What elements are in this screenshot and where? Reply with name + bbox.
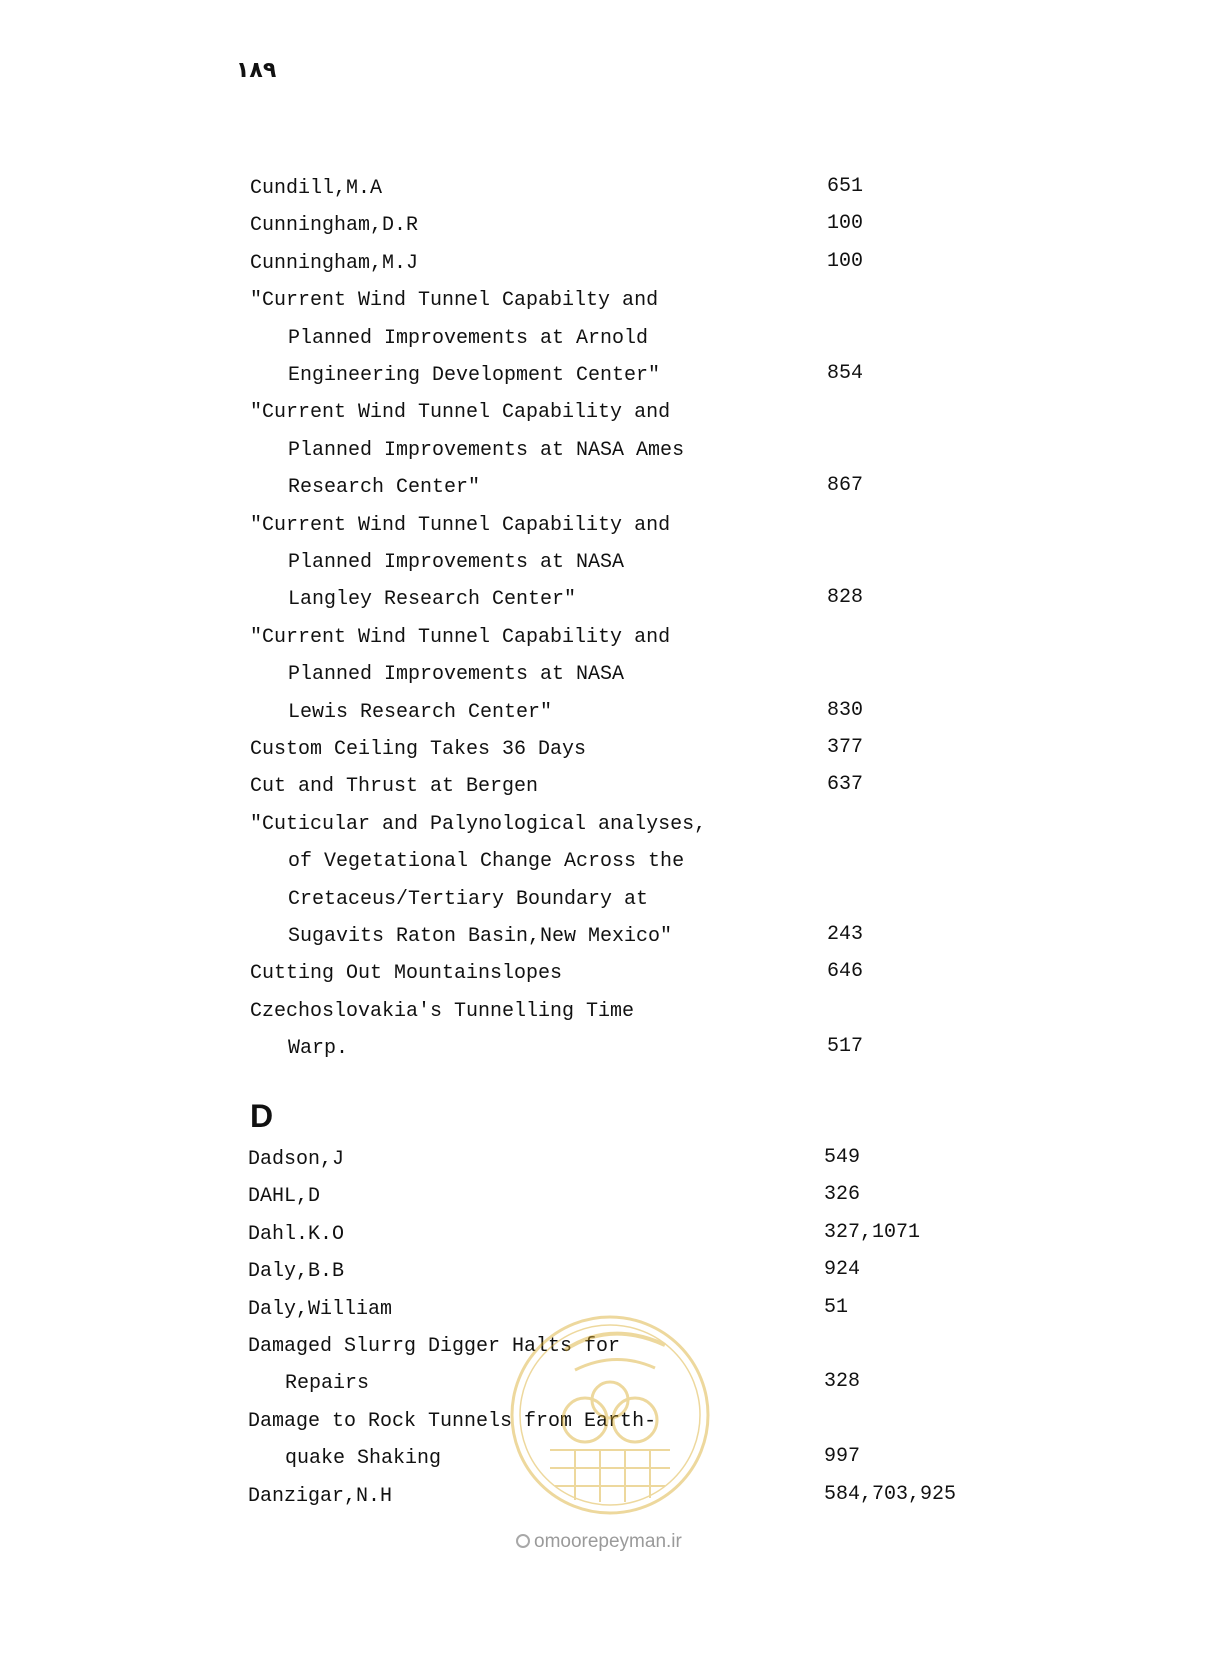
entry-continuation-line: Sugavits Raton Basin,New Mexico" [288,925,673,948]
entry-heading-line: "Cuticular and Palynological analyses, [250,812,707,836]
entry-heading-line: DAHL,D [248,1185,321,1209]
entry-page-numbers: 51 [824,1295,849,1319]
entry-page-numbers: 549 [824,1146,861,1169]
entry-heading-line: Cunningham,D.R [250,214,419,238]
entry-heading-line: "Current Wind Tunnel Capability and [250,513,671,537]
entry-heading-line: Custom Ceiling Takes 36 Days [250,738,587,761]
entry-heading-line: Danzigar,N.H [248,1484,393,1508]
entry-page-numbers: 100 [827,249,864,273]
entry-heading-line: Cutting Out Mountainslopes [250,962,563,986]
entry-heading-line: Cunningham,M.J [250,251,419,275]
entry-page-numbers: 924 [824,1258,861,1282]
entry-heading-line: Cut and Thrust at Bergen [250,775,539,799]
entry-page-numbers: 327,1071 [824,1220,921,1244]
entry-page-numbers: 517 [827,1035,864,1059]
entry-heading-line: Czechoslovakia's Tunnelling Time [250,999,635,1023]
entry-heading-line: Damaged Slurrg Digger Halts for [248,1335,621,1358]
entry-heading-line: Dahl.K.O [248,1222,345,1246]
entry-page-numbers: 854 [827,362,864,385]
entry-continuation-line: Planned Improvements at NASA [288,663,625,687]
entry-page-numbers: 830 [827,698,864,722]
entry-continuation-line: Warp. [288,1037,349,1061]
publisher-seal-watermark [505,1310,715,1520]
entry-page-numbers: 328 [824,1370,861,1394]
entry-continuation-line: Planned Improvements at Arnold [288,326,649,350]
entry-heading-line: "Current Wind Tunnel Capability and [250,625,671,649]
entry-page-numbers: 584,703,925 [824,1482,957,1506]
entry-page-numbers: 651 [827,175,864,198]
entry-heading-line: Dadson,J [248,1148,345,1171]
entry-continuation-line: Engineering Development Center" [288,364,661,387]
entry-page-numbers: 637 [827,773,864,797]
entry-continuation-line: Planned Improvements at NASA Ames [288,438,685,462]
entry-heading-line: "Current Wind Tunnel Capability and [250,401,671,425]
entry-continuation-line: Cretaceus/Tertiary Boundary at [288,887,649,911]
entry-continuation-line: Planned Improvements at NASA [288,551,625,574]
entry-page-numbers: 100 [827,212,864,236]
entry-heading-line: Damage to Rock Tunnels from Earth- [248,1409,657,1433]
entry-continuation-line: Langley Research Center" [288,588,577,612]
entry-continuation-line: quake Shaking [285,1447,442,1471]
section-letter-d: D [250,1098,274,1134]
entry-page-numbers: 377 [827,736,864,759]
entry-heading-line: "Current Wind Tunnel Capabilty and [250,289,659,313]
entry-continuation-line: Lewis Research Center" [288,700,553,724]
globe-icon [516,1534,530,1548]
entry-page-numbers: 243 [827,923,864,946]
page-number: ۱۸۹ [236,58,277,83]
entry-heading-line: Daly,William [248,1297,393,1321]
entry-page-numbers: 867 [827,474,864,498]
entry-continuation-line: Repairs [285,1372,370,1396]
entry-continuation-line: Research Center" [288,476,481,500]
entry-page-numbers: 828 [827,586,864,610]
entry-page-numbers: 997 [824,1445,861,1469]
entry-page-numbers: 326 [824,1183,861,1207]
entry-continuation-line: of Vegetational Change Across the [288,850,685,874]
entry-heading-line: Cundill,M.A [250,177,383,200]
entry-heading-line: Daly,B.B [248,1260,345,1284]
entry-page-numbers: 646 [827,960,864,984]
watermark-caption: omoorepeyman.ir [516,1531,682,1553]
